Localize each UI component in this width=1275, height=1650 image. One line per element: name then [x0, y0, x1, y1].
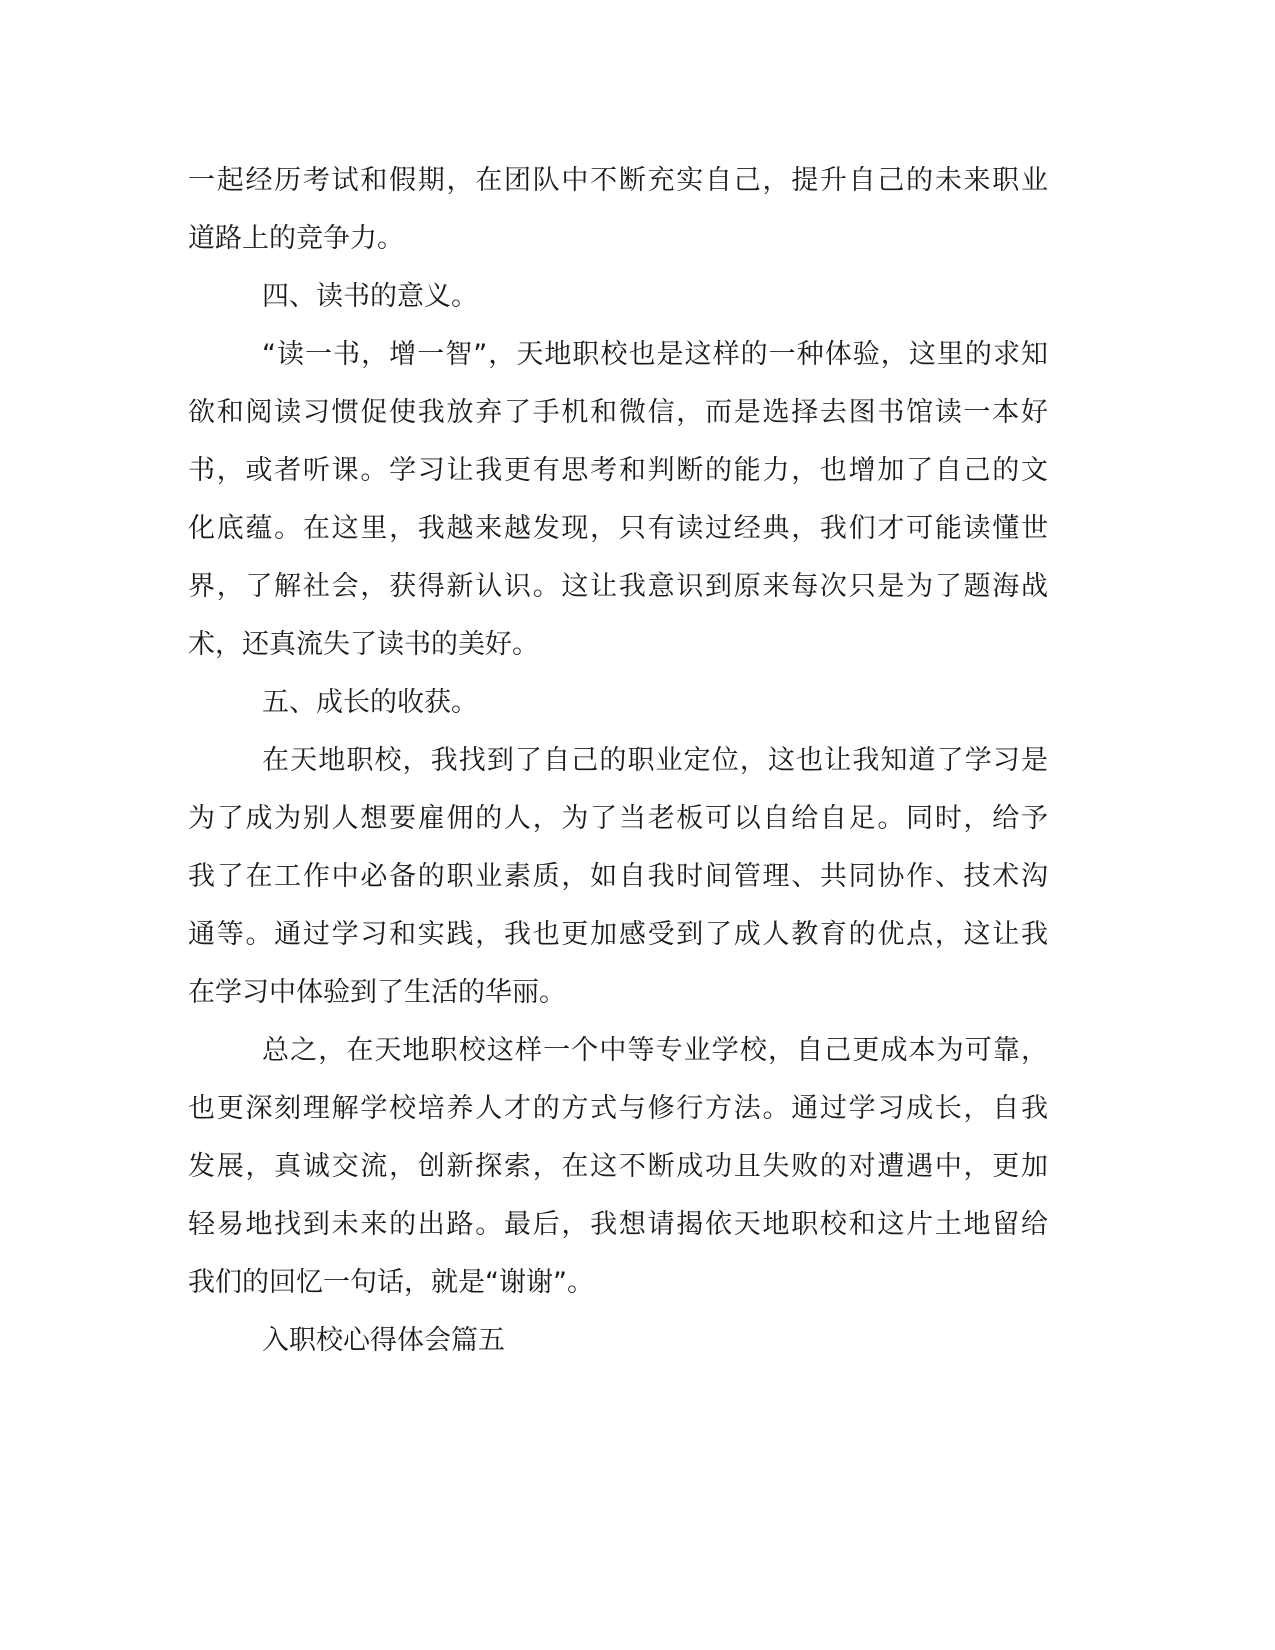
- text-line: 通等。通过学习和实践，我也更加感受到了成人教育的优点，这让我: [188, 919, 1048, 950]
- text-line: 发展，真诚交流，创新探索，在这不断成功且失败的对遭遇中，更加: [188, 1151, 1048, 1182]
- paragraph-first-line: 总之，在天地职校这样一个中等专业学校，自己更成本为可靠，: [262, 1035, 1048, 1066]
- text-line: 界，了解社会，获得新认识。这让我意识到原来每次只是为了题海战: [188, 571, 1048, 602]
- text-line: 为了成为别人想要雇佣的人，为了当老板可以自给自足。同时，给予: [188, 803, 1048, 834]
- text-line: 书，或者听课。学习让我更有思考和判断的能力，也增加了自己的文: [188, 455, 1048, 486]
- text-line: 我们的回忆一句话，就是“谢谢”。: [188, 1267, 594, 1298]
- text-line: 道路上的竞争力。: [188, 223, 404, 254]
- section-heading: 五、成长的收获。: [262, 687, 478, 718]
- text-line: 轻易地找到未来的出路。最后，我想请揭依天地职校和这片土地留给: [188, 1209, 1048, 1240]
- text-line: 我了在工作中必备的职业素质，如自我时间管理、共同协作、技术沟: [188, 861, 1048, 892]
- section-heading: 四、读书的意义。: [262, 281, 478, 312]
- text-line: 在学习中体验到了生活的华丽。: [188, 977, 566, 1008]
- text-line: 一起经历考试和假期，在团队中不断充实自己，提升自己的未来职业: [188, 165, 1048, 196]
- paragraph-first-line: “读一书，增一智”，天地职校也是这样的一种体验，这里的求知: [262, 339, 1048, 370]
- text-line: 欲和阅读习惯促使我放弃了手机和微信，而是选择去图书馆读一本好: [188, 397, 1048, 428]
- text-line: 也更深刻理解学校培养人才的方式与修行方法。通过学习成长，自我: [188, 1093, 1048, 1124]
- text-line: 化底蕴。在这里，我越来越发现，只有读过经典，我们才可能读懂世: [188, 513, 1048, 544]
- paragraph-first-line: 在天地职校，我找到了自己的职业定位，这也让我知道了学习是: [262, 745, 1048, 776]
- text-line: 术，还真流失了读书的美好。: [188, 629, 539, 660]
- section-heading: 入职校心得体会篇五: [262, 1325, 505, 1356]
